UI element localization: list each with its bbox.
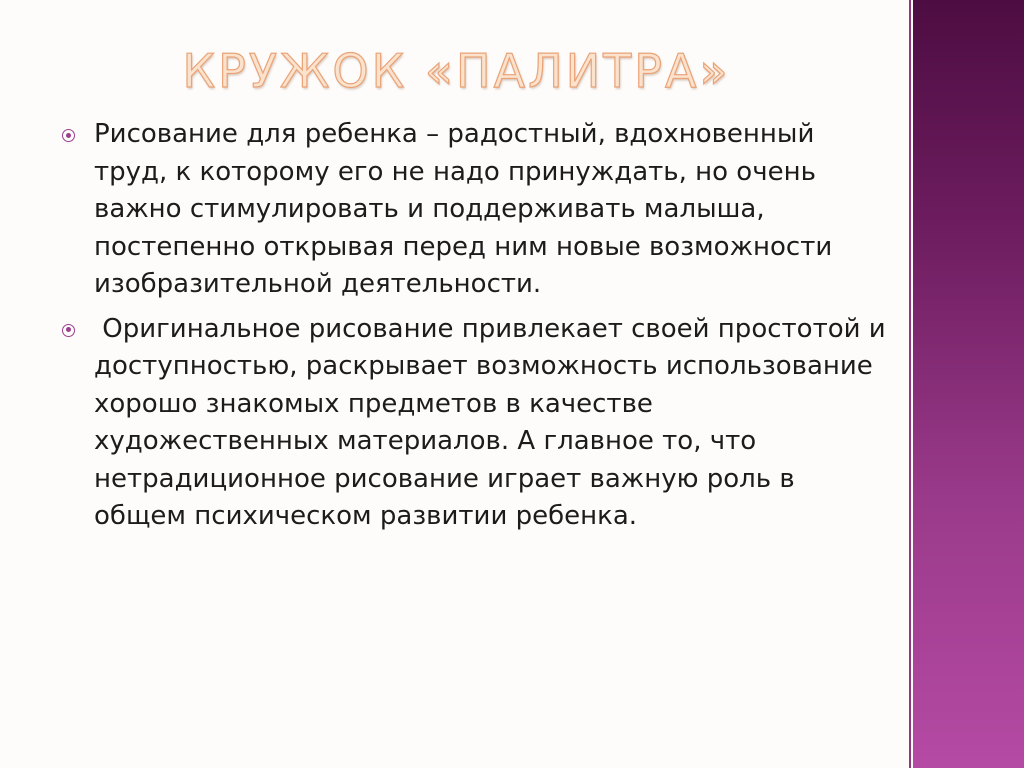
bullet-text: Рисование для ребенка – радостный, вдохновенный труд, к которому его не надо принуждать, но очень важно стимулировать и поддерживать малыша, постепенно открывая перед ним новые возможности изобразительной деятельности.: [94, 119, 833, 299]
bullet-item: [62, 311, 892, 536]
bullet-item: [62, 116, 892, 304]
bullet-list: [62, 116, 892, 543]
decorative-divider: [909, 0, 911, 768]
slide-title: КРУЖОК «ПАЛИТРА»: [182, 44, 731, 98]
bullet-text: Оригинальное рисование привлекает своей простотой и доступностью, раскрывает возможность использование хорошо знакомых предметов в качестве художественных материалов. А главное то, что нетрадиционное рисование играет важную роль в общем психическом развитии ребенка.: [94, 313, 894, 531]
circle-bullet-icon: [62, 324, 75, 337]
decorative-side-band: [913, 0, 1024, 768]
circle-bullet-icon: [62, 129, 75, 142]
